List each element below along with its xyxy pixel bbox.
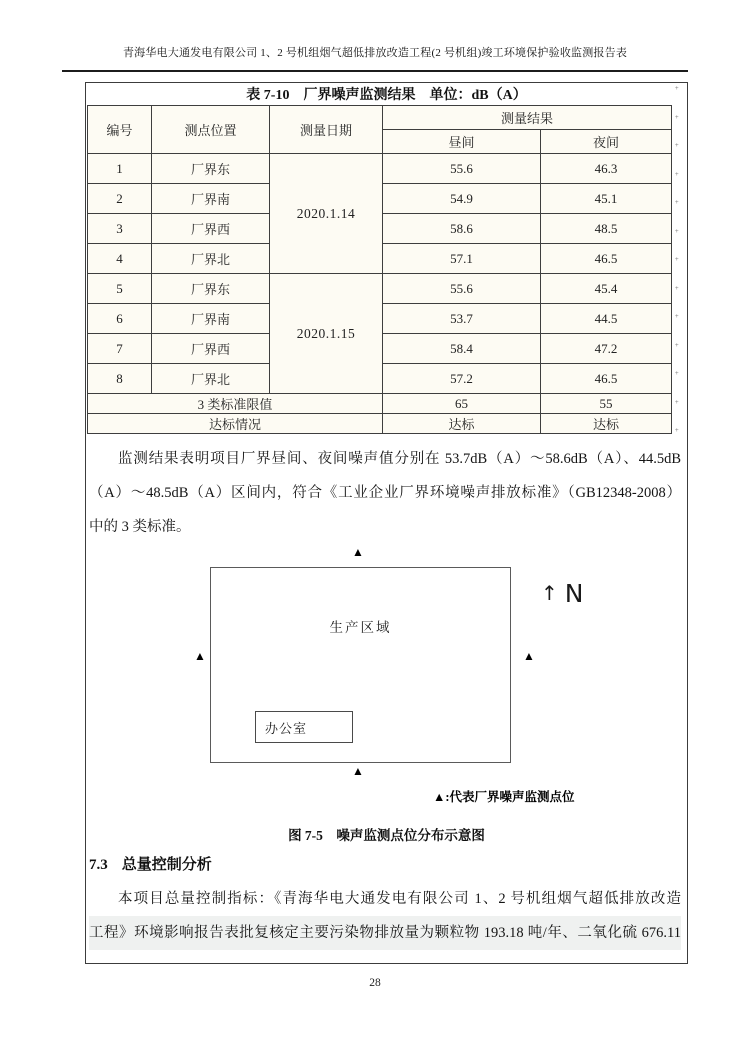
monitoring-point-marker-east: ▲ bbox=[523, 649, 535, 663]
monitoring-point-marker-north: ▲ bbox=[352, 545, 364, 559]
limit-row: 3 类标准限值 65 55 bbox=[88, 394, 672, 414]
header-date: 测量日期 bbox=[270, 106, 383, 154]
diagram-legend: ▲:代表厂界噪声监测点位 bbox=[433, 790, 575, 804]
table-row: 4 厂界北 57.1 46.5 bbox=[88, 244, 672, 274]
header-rule bbox=[62, 70, 688, 72]
document-header: 青海华电大通发电有限公司 1、2 号机组烟气超低排放改造工程(2 号机组)竣工环境保护验收监测报告表 bbox=[122, 47, 628, 59]
figure-caption: 图 7-5 噪声监测点位分布示意图 bbox=[288, 828, 485, 843]
table-row: 5 厂界东 2020.1.15 55.6 45.4 bbox=[88, 274, 672, 304]
table-row: 6 厂界南 53.7 44.5 bbox=[88, 304, 672, 334]
office-label: 办公室 bbox=[265, 720, 308, 736]
noise-table bbox=[87, 105, 672, 434]
table-row: 3 厂界西 58.6 48.5 bbox=[88, 214, 672, 244]
site-diagram bbox=[86, 544, 687, 806]
header-result: 测量结果 bbox=[383, 106, 672, 130]
date-group-1: 2020.1.14 bbox=[270, 154, 383, 274]
cell-end-marks: + + + + + + + + + + + + + bbox=[675, 85, 679, 434]
header-night: 夜间 bbox=[541, 130, 672, 154]
table-header-row bbox=[88, 106, 672, 130]
status-row: 达标情况 达标 达标 bbox=[88, 414, 672, 434]
monitoring-point-marker-south: ▲ bbox=[352, 764, 364, 778]
section-heading bbox=[86, 855, 687, 876]
office-box bbox=[255, 711, 353, 743]
paragraph-line: （A）～48.5dB（A）区间内，符合《工业企业厂界环境噪声排放标准》（GB12348-2008） bbox=[89, 485, 681, 501]
date-group-2: 2020.1.15 bbox=[270, 274, 383, 394]
paragraph-line-highlighted: 工程》环境影响报告表批复核定主要污染物排放量为颗粒物 193.18 吨/年、二氧化硫 676.11 bbox=[89, 916, 681, 950]
content-frame bbox=[85, 82, 688, 964]
section-number: 7.3 bbox=[89, 857, 108, 873]
paragraph-line: 监测结果表明项目厂界昼间、夜间噪声值分别在 53.7dB（A）～58.6dB（A）、44.5dB bbox=[118, 451, 681, 467]
table-title: 表 7-10 厂界噪声监测结果 单位：dB（A） bbox=[246, 88, 527, 103]
header-id: 编号 bbox=[88, 106, 152, 154]
table-row: 8 厂界北 57.2 46.5 bbox=[88, 364, 672, 394]
paragraph-line: 中的 3 类标准。 bbox=[89, 519, 191, 535]
north-arrow-icon: ↑ bbox=[541, 581, 558, 605]
table-row: 2 厂界南 54.9 45.1 bbox=[88, 184, 672, 214]
section-title: 总量控制分析 bbox=[121, 857, 212, 873]
monitoring-result-paragraph bbox=[86, 442, 687, 544]
north-indicator bbox=[541, 580, 583, 608]
monitoring-point-marker-west: ▲ bbox=[194, 649, 206, 663]
table-row: 7 厂界西 58.4 47.2 bbox=[88, 334, 672, 364]
header-day: 昼间 bbox=[383, 130, 541, 154]
production-area-label: 生产区域 bbox=[329, 620, 392, 635]
paragraph-line: 本项目总量控制指标：《青海华电大通发电有限公司 1、2 号机组烟气超低排放改造 bbox=[118, 891, 681, 907]
production-area-boundary bbox=[210, 567, 511, 763]
section-body-paragraph bbox=[86, 882, 687, 950]
table-row: 1 厂界东 2020.1.14 55.6 46.3 bbox=[88, 154, 672, 184]
header-location: 测点位置 bbox=[152, 106, 270, 154]
page-number: 28 bbox=[369, 977, 381, 989]
north-label: N bbox=[564, 579, 584, 608]
